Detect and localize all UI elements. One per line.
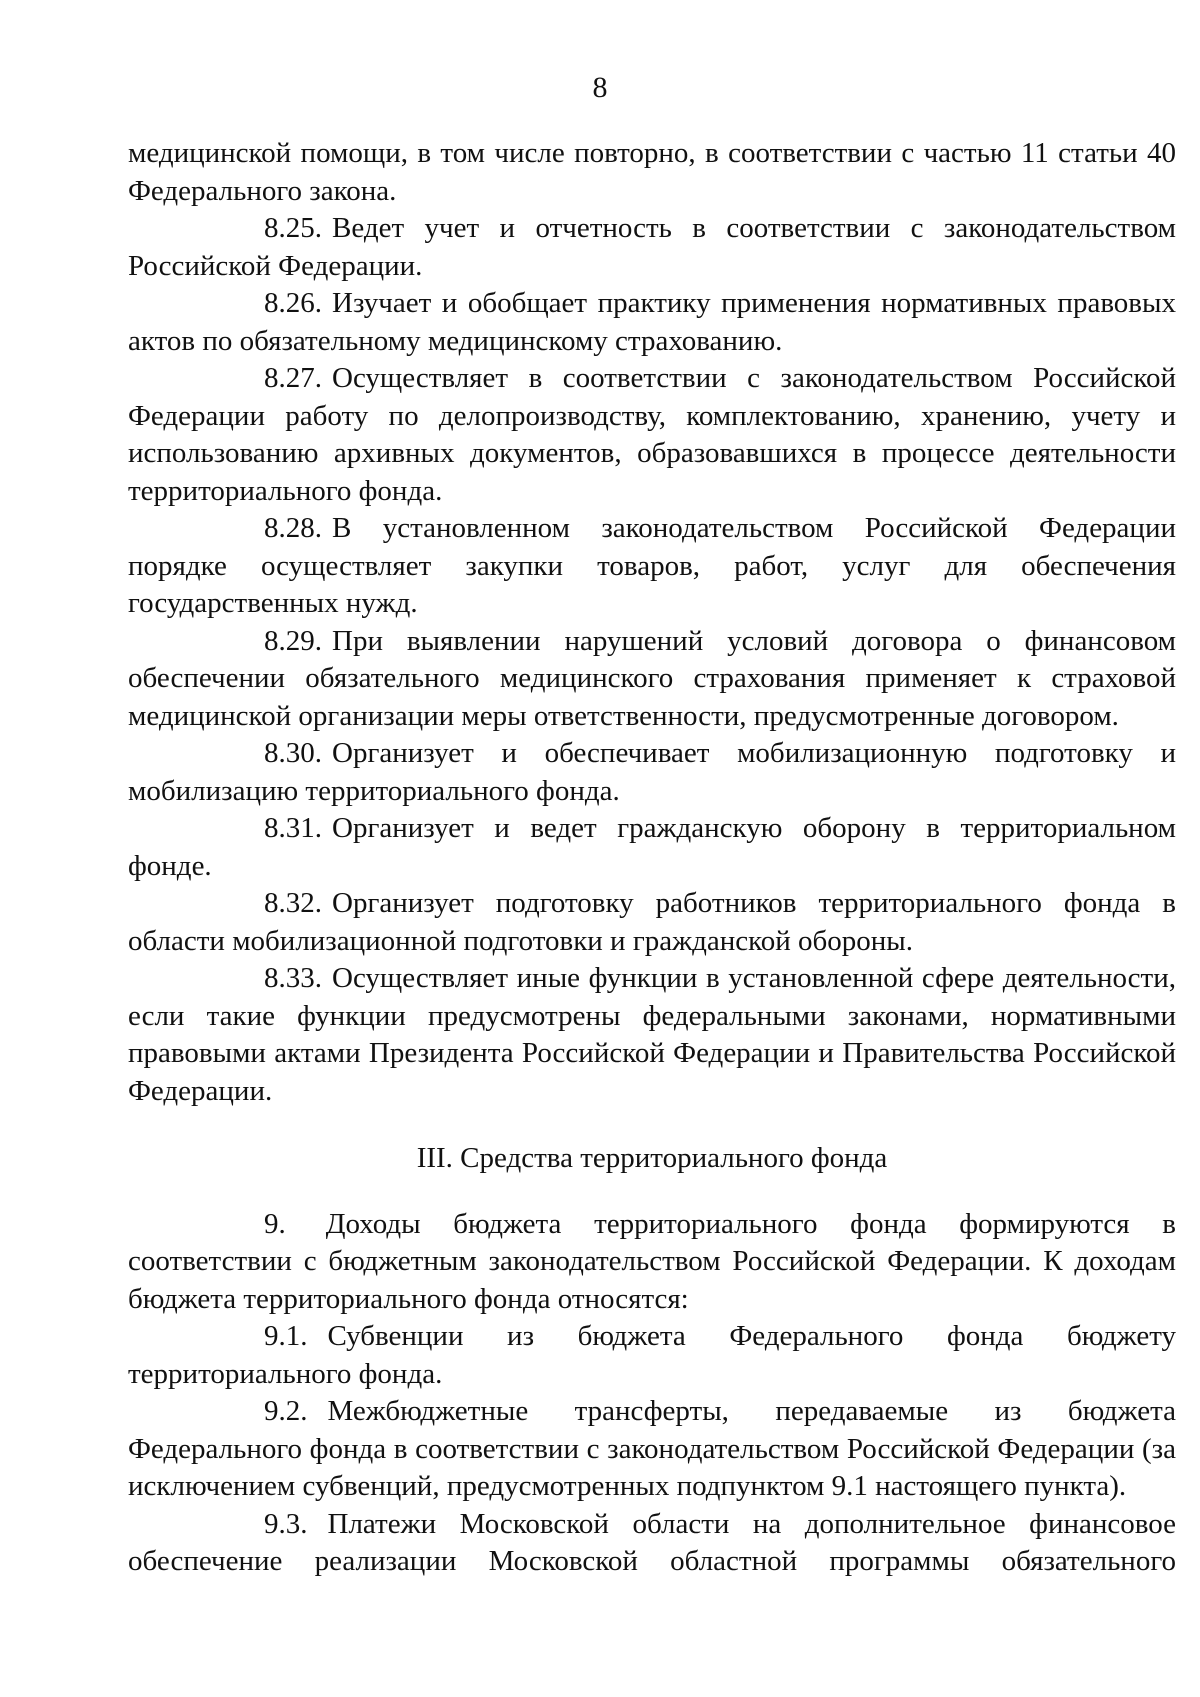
paragraph-number: 8.33.: [264, 962, 322, 994]
paragraph-number: 9.: [264, 1207, 286, 1240]
paragraph-8-32: [128, 885, 1176, 960]
paragraph-text: Доходы бюджета территориального фонда формируются в соответствии с бюджетным законодательством Российской Федерации. К доходам бюджета территориального фонда относятся:: [128, 1207, 1176, 1315]
paragraph-9: [128, 1206, 1176, 1319]
paragraph-text: Ведет учет и отчетность в соответствии с законодательством Российской Федерации.: [128, 212, 1176, 282]
paragraph-number: 8.31.: [264, 812, 322, 844]
paragraph-number: 8.27.: [264, 362, 322, 394]
document-body: [128, 135, 1176, 1581]
page-number: 8: [592, 71, 608, 104]
paragraph-text: Организует и обеспечивает мобилизационную подготовку и мобилизацию территориального фонда.: [128, 737, 1176, 807]
paragraph-8-30: [128, 735, 1176, 810]
paragraph-8-29: [128, 623, 1176, 736]
paragraph-number: 9.2.: [264, 1395, 308, 1427]
paragraph-number: 8.30.: [264, 737, 322, 769]
paragraph-text: Осуществляет в соответствии с законодательством Российской Федерации работу по делопроизводству, комплектованию, хранению, учету и использованию архивных документов, образовавшихся в процессе деятельности территориального фонда.: [128, 362, 1176, 507]
paragraph-text: В установленном законодательством Российской Федерации порядке осуществляет закупки товаров, работ, услуг для обеспечения государственных нужд.: [128, 512, 1176, 619]
section-heading: III. Средства территориального фонда: [416, 1142, 888, 1174]
paragraph-text: Межбюджетные трансферты, передаваемые из бюджета Федерального фонда в соответствии с законодательством Российской Федерации (за исключением субвенций, предусмотренных подпунктом 9.1 настоящего пункта).: [128, 1395, 1176, 1502]
paragraph-text: Субвенции из бюджета Федерального фонда бюджету территориального фонда.: [128, 1320, 1176, 1390]
paragraph-9-2: [128, 1393, 1176, 1506]
paragraph-number: 8.29.: [264, 624, 322, 657]
paragraph-8-26: [128, 285, 1176, 360]
paragraph-number: 8.32.: [264, 887, 322, 919]
paragraph-text: Платежи Московской области на дополнительное финансовое обеспечение реализации Московской областной программы обязательного: [128, 1507, 1176, 1577]
paragraph-8-25: [128, 210, 1176, 285]
paragraph-text: Организует и ведет гражданскую оборону в территориальном фонде.: [128, 812, 1176, 882]
paragraph-number: 9.1.: [264, 1320, 308, 1352]
paragraph-8-31: [128, 810, 1176, 885]
paragraph-number: 8.28.: [264, 512, 322, 544]
paragraph-text: Изучает и обобщает практику применения нормативных правовых актов по обязательному медицинскому страхованию.: [128, 287, 1176, 357]
paragraph-continuation: медицинской помощи, в том числе повторно, в соответствии с частью 11 статьи 40 Федерального закона.: [128, 137, 1176, 207]
paragraph-number: 9.3.: [264, 1507, 308, 1540]
paragraph-9-1: [128, 1318, 1176, 1393]
paragraph-8-33: [128, 960, 1176, 1110]
paragraph-8-27: [128, 360, 1176, 510]
paragraph-number: 8.25.: [264, 212, 322, 244]
paragraph-text: Организует подготовку работников территориального фонда в области мобилизационной подготовки и гражданской обороны.: [128, 887, 1176, 957]
paragraph-8-28: [128, 510, 1176, 623]
paragraph-text: При выявлении нарушений условий договора о финансовом обеспечении обязательного медицинского страхования применяет к страховой медицинской организации меры ответственности, предусмотренные договором.: [128, 624, 1176, 732]
paragraph-number: 8.26.: [264, 287, 322, 319]
paragraph-9-3: [128, 1506, 1176, 1581]
paragraph-text: Осуществляет иные функции в установленной сфере деятельности, если такие функции предусмотрены федеральными законами, нормативными правовыми актами Президента Российской Федерации и Правительства Российской Федерации.: [128, 962, 1176, 1107]
